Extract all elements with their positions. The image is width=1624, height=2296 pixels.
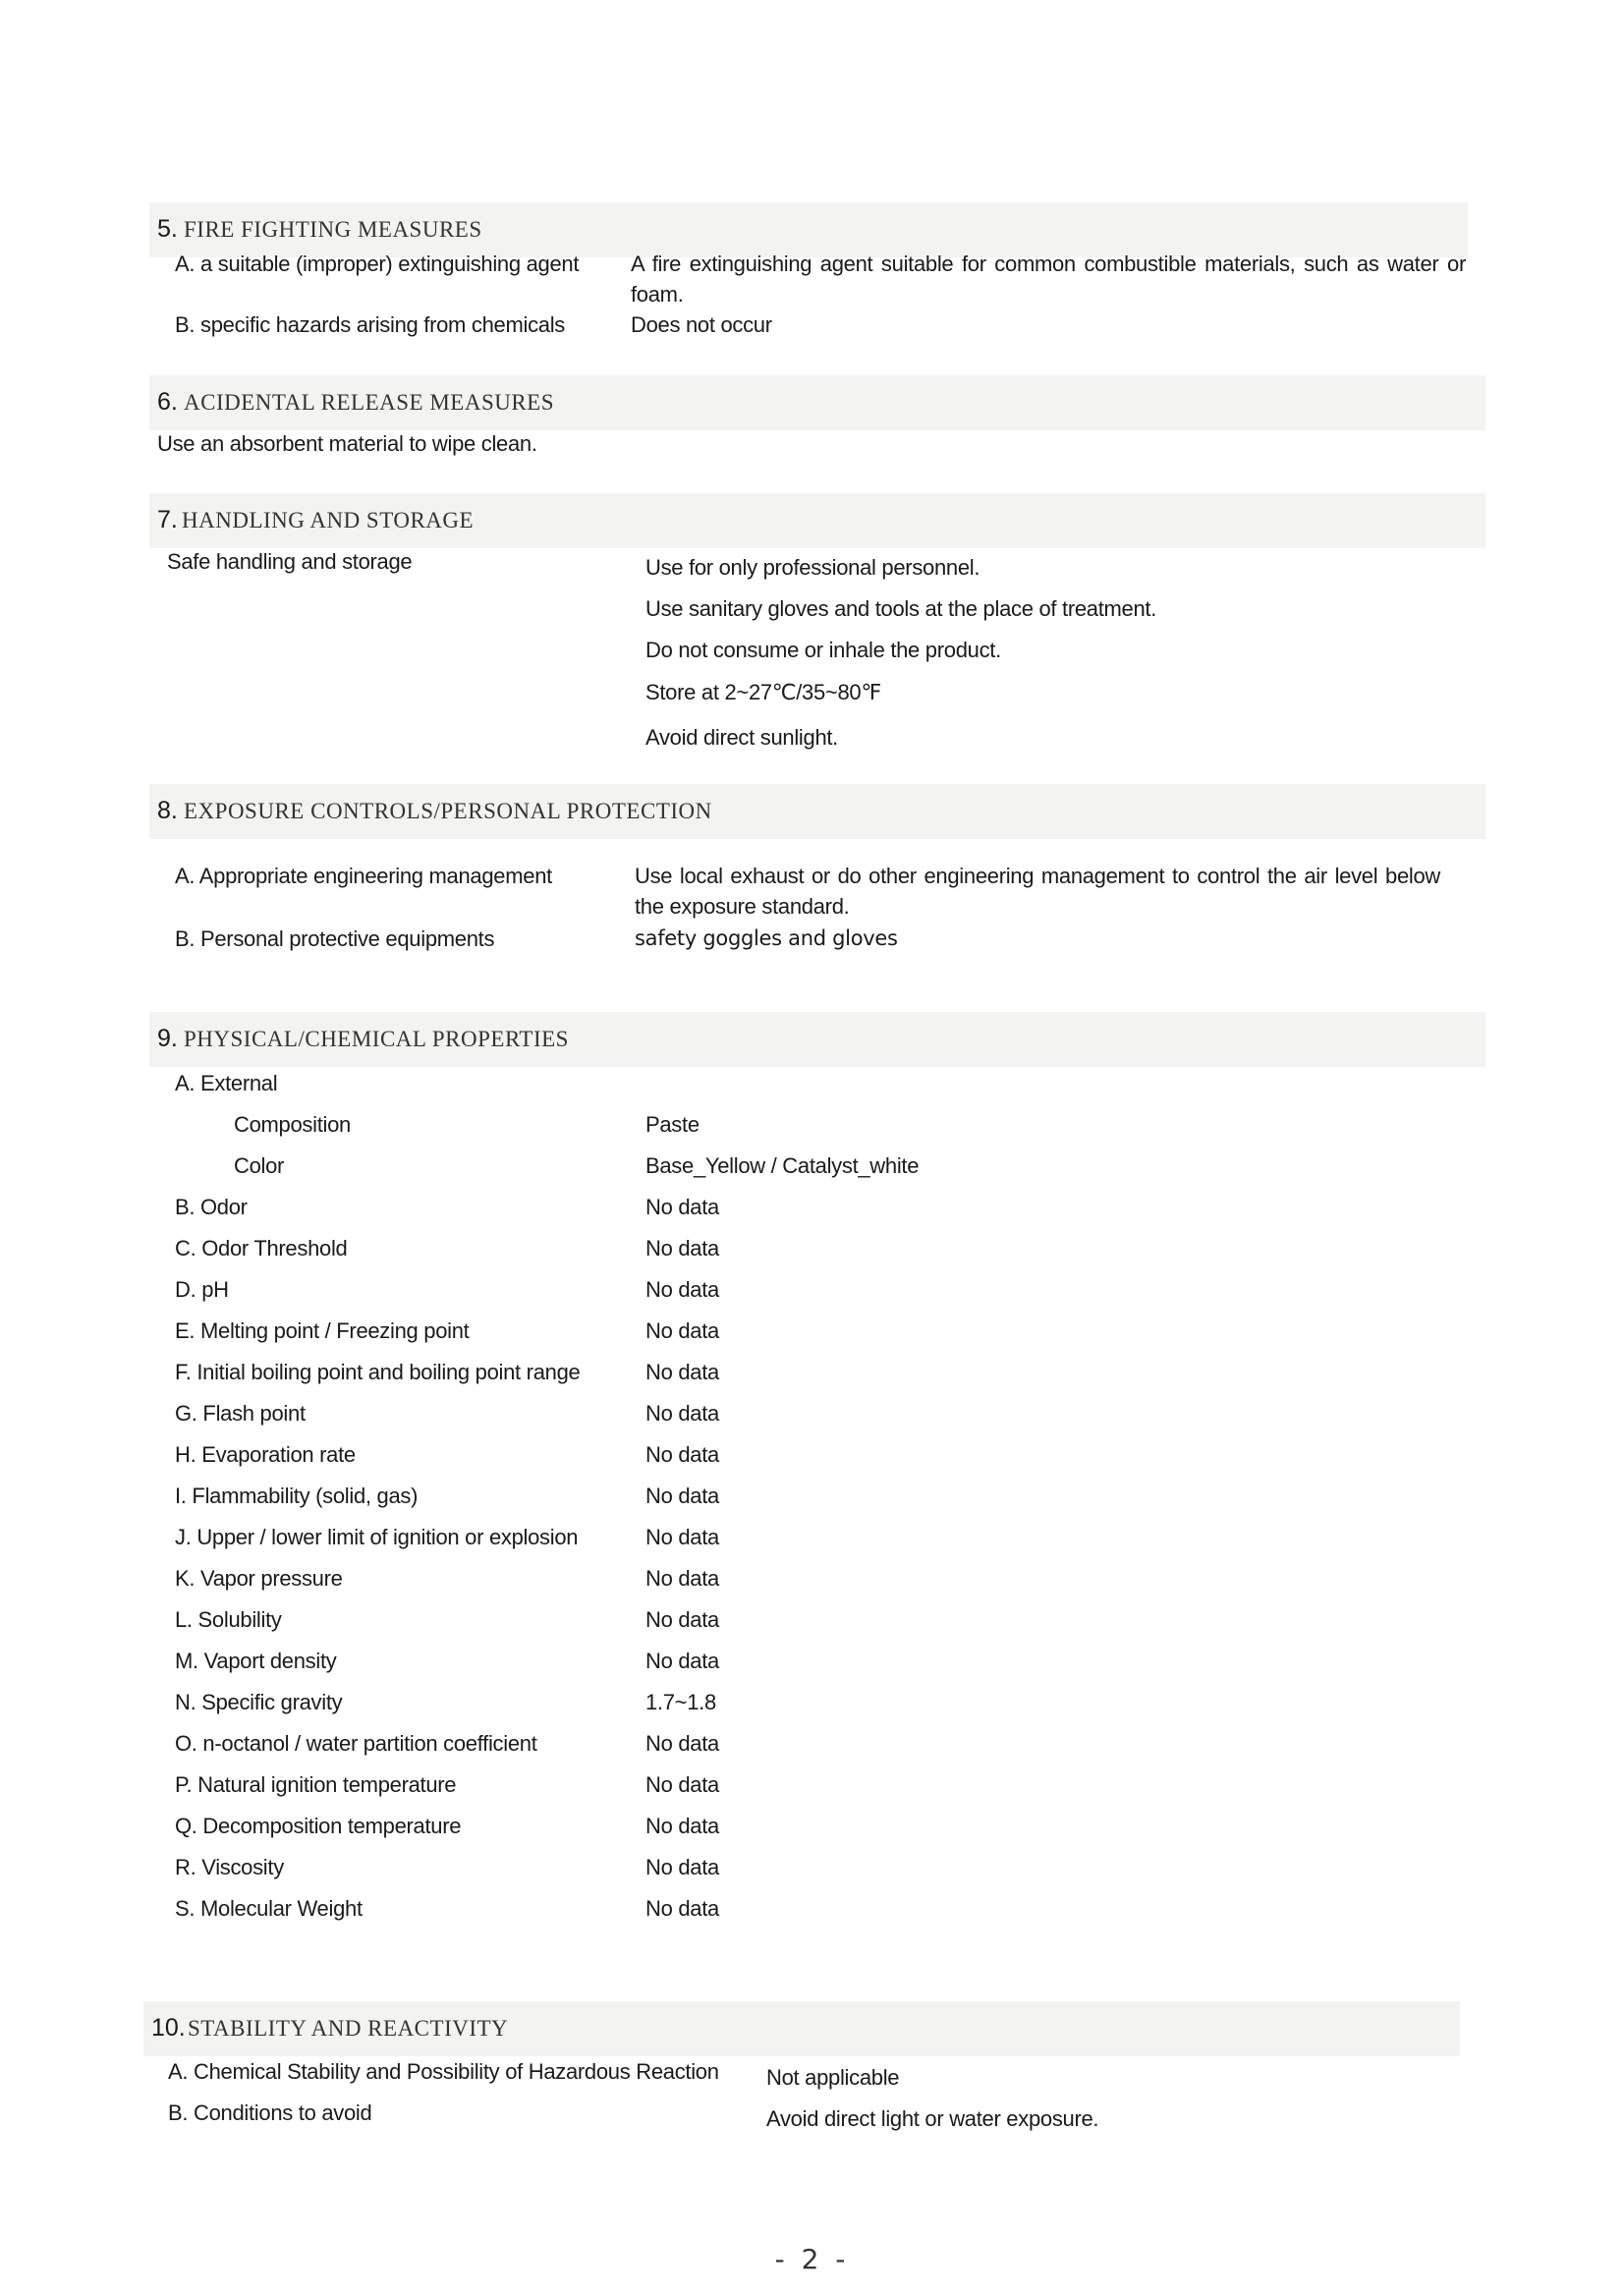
property-label: P. Natural ignition temperature [175,1772,457,1797]
property-value: No data [645,1484,719,1508]
property-value: No data [645,1772,719,1797]
property-value: No data [645,1277,719,1302]
stability-label: A. Chemical Stability and Possibility of Hazardous Reaction [168,2059,719,2084]
engineering-label: A. Appropriate engineering management [175,864,552,888]
section-number: 8. [157,797,178,824]
fire-hazards-label: B. specific hazards arising from chemicals [175,312,565,337]
property-label: C. Odor Threshold [175,1236,348,1260]
section-10-header [143,2001,1460,2056]
property-value: No data [645,1525,719,1549]
property-value: No data [645,1195,719,1219]
section-6-header [149,375,1485,430]
property-label: Color [234,1153,285,1178]
section-title: HANDLING AND STORAGE [182,508,475,532]
handling-label: Safe handling and storage [167,549,413,574]
property-label: G. Flash point [175,1401,306,1426]
property-value: No data [645,1442,719,1467]
section-7-header [149,493,1485,548]
property-label: E. Melting point / Freezing point [175,1318,470,1343]
fire-agent-label: A. a suitable (improper) extinguishing agent [175,252,580,276]
property-value: No data [645,1649,719,1673]
conditions-label: B. Conditions to avoid [168,2100,372,2125]
property-value: Paste [645,1112,700,1137]
release-measures-text: Use an absorbent material to wipe clean. [157,431,537,456]
property-label: Composition [234,1112,351,1137]
property-label: S. Molecular Weight [175,1896,363,1921]
section-8-header [149,784,1485,839]
external-label: A. External [175,1071,278,1095]
section-number: 6. [157,388,178,416]
property-label: L. Solubility [175,1607,282,1632]
handling-line: Use sanitary gloves and tools at the place of treatment. [645,596,1157,621]
section-title: ACIDENTAL RELEASE MEASURES [184,390,555,415]
property-label: Q. Decomposition temperature [175,1814,462,1838]
property-label: H. Evaporation rate [175,1442,356,1467]
property-value: No data [645,1566,719,1591]
property-value: 1.7~1.8 [645,1690,716,1714]
section-title: FIRE FIGHTING MEASURES [184,217,482,242]
protective-label: B. Personal protective equipments [175,926,495,951]
handling-line: Use for only professional personnel. [645,555,980,580]
handling-line: Do not consume or inhale the product. [645,638,1001,662]
property-value: No data [645,1855,719,1879]
property-label: R. Viscosity [175,1855,284,1879]
property-label: N. Specific gravity [175,1690,343,1714]
handling-line: Avoid direct sunlight. [645,725,838,750]
property-value: No data [645,1814,719,1838]
property-label: K. Vapor pressure [175,1566,343,1591]
section-9-header [149,1012,1485,1067]
property-value: Base_Yellow / Catalyst_white [645,1153,920,1178]
property-label: O. n-octanol / water partition coefficient [175,1731,537,1756]
section-number: 5. [157,215,178,243]
protective-value: safety goggles and gloves [635,926,898,950]
section-number: 10. [151,2014,186,2042]
engineering-value: Use local exhaust or do other engineering management to control the air level below the exposure standard. [635,864,1440,919]
property-label: I. Flammability (solid, gas) [175,1484,419,1508]
property-value: No data [645,1318,719,1343]
section-number: 7. [157,506,178,533]
section-title: EXPOSURE CONTROLS/PERSONAL PROTECTION [184,799,712,823]
property-label: M. Vaport density [175,1649,337,1673]
fire-hazards-value: Does not occur [631,312,772,337]
conditions-value: Avoid direct light or water exposure. [766,2106,1099,2131]
property-value: No data [645,1896,719,1921]
section-number: 9. [157,1025,178,1052]
property-label: J. Upper / lower limit of ignition or explosion [175,1525,579,1549]
property-label: D. pH [175,1277,229,1302]
property-label: B. Odor [175,1195,248,1219]
section-title: STABILITY AND REACTIVITY [188,2016,509,2041]
section-title: PHYSICAL/CHEMICAL PROPERTIES [184,1027,569,1051]
property-value: No data [645,1607,719,1632]
stability-value: Not applicable [766,2065,900,2090]
fire-agent-value: A fire extinguishing agent suitable for common combustible materials, such as water or foam. [631,252,1466,307]
property-value: No data [645,1236,719,1260]
page-number: - 2 - [774,2243,850,2275]
property-value: No data [645,1731,719,1756]
property-value: No data [645,1360,719,1384]
property-label: F. Initial boiling point and boiling point range [175,1360,581,1384]
handling-line: Store at 2~27℃/35~80℉ [645,680,881,704]
property-value: No data [645,1401,719,1426]
